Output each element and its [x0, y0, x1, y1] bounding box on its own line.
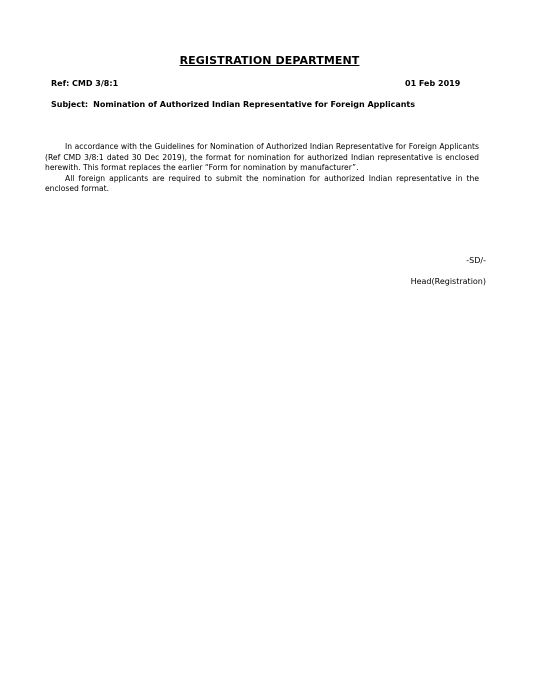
subject-text: Nomination of Authorized Indian Representative for Foreign Applicants	[93, 100, 415, 109]
subject-label: Subject:	[51, 100, 89, 109]
body-paragraph-1: In accordance with the Guidelines for Nomination of Authorized Indian Representative for Foreign Applicants (Ref CMD 3/8:1 dated 30 Dec 2019), the format for nomination for authorized Indian representative is enclosed herewith. This format replaces the earlier “Form for nomination by manufacturer”.	[45, 142, 479, 173]
subject-line	[51, 100, 415, 109]
body-paragraph-2: All foreign applicants are required to submit the nomination for authorized Indian representative in the enclosed format.	[45, 173, 479, 194]
signature-mark: -SD/-	[466, 256, 486, 265]
document-title: REGISTRATION DEPARTMENT	[179, 54, 360, 67]
signatory: Head(Registration)	[410, 277, 486, 286]
reference-number: Ref: CMD 3/8:1	[51, 79, 119, 88]
document-date: 01 Feb 2019	[405, 79, 461, 88]
body-text	[45, 142, 479, 195]
